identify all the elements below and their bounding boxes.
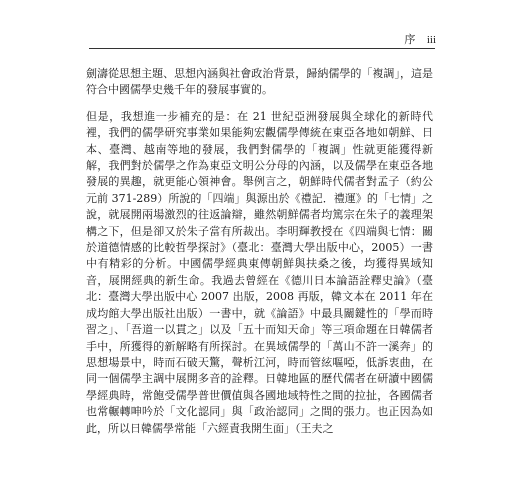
paragraph-2: 但是，我想進一步補充的是：在 21 世紀亞洲發展與全球化的新時代裡，我們的儒學研究事業如果能夠宏觀儒學傳統在東亞各地如朝鮮、日本、臺灣、越南等地的發展，我們對儒學的「複調」性就更能獲得新解，我們對於儒學之作為東亞文明公分母的內涵，以及儒學在東亞各地發展的異趣，就更能心領神會。舉例言之，朝鮮時代儒者對孟子（約公元前 371-289）所說的「四端」與源出於《禮記．禮運》的「七情」之說，就展開兩場激烈的往返論辯，雖然朝鮮儒者均篤宗在朱子的義理架構之下，但是卻又於朱子當有所裁出。李明輝教授在《四端與七情：關於道德情感的比較哲學探討》（臺北：臺灣大學出版中心，2005）一書中有精彩的分析。中國儒學經典東傳朝鮮與扶桑之後，均獲得異域知音，展開經典的新生命。我過去曾經在《德川日本論語詮釋史論》（臺北：臺灣大學出版中心 2007 出版，2008 再版，韓文本在 2011 年在成均館大學出版社出版）一書中，就《論語》中最具關鍵性的「學而時習之」、「吾道一以貫之」以及「五十而知天命」等三項命題在日韓儒者手中，所獲得的新解略有所探討。在異域儒學的「萬山不許一溪奔」的思想場景中，時而石破天驚，聲析江河，時而管絃嘔啞，低訴衷曲，在同一個儒學主調中展開多音的詮釋。日韓地區的歷代儒者在研讀中國儒學經典時，常飽受儒學普世價值與各國地域特性之間的拉扯，各國儒者也常輾轉呻吟於「文化認同」與「政治認同」之間的張力。也正因為如此，所以日韓儒學常能「六經責我開生面」（王夫之 — [86, 109, 433, 435]
body-text — [86, 66, 433, 437]
paragraph-1: 劍濤從思想主題、思想內涵與社會政治背景，歸納儒學的「複調」，這是符合中國儒學史幾千年的發展事實的。 — [86, 67, 433, 97]
running-header — [404, 31, 436, 47]
paragraph-gap — [86, 99, 433, 109]
header-label: 序 — [404, 33, 419, 46]
page-number: iii — [426, 34, 436, 46]
header-rule — [89, 48, 435, 49]
